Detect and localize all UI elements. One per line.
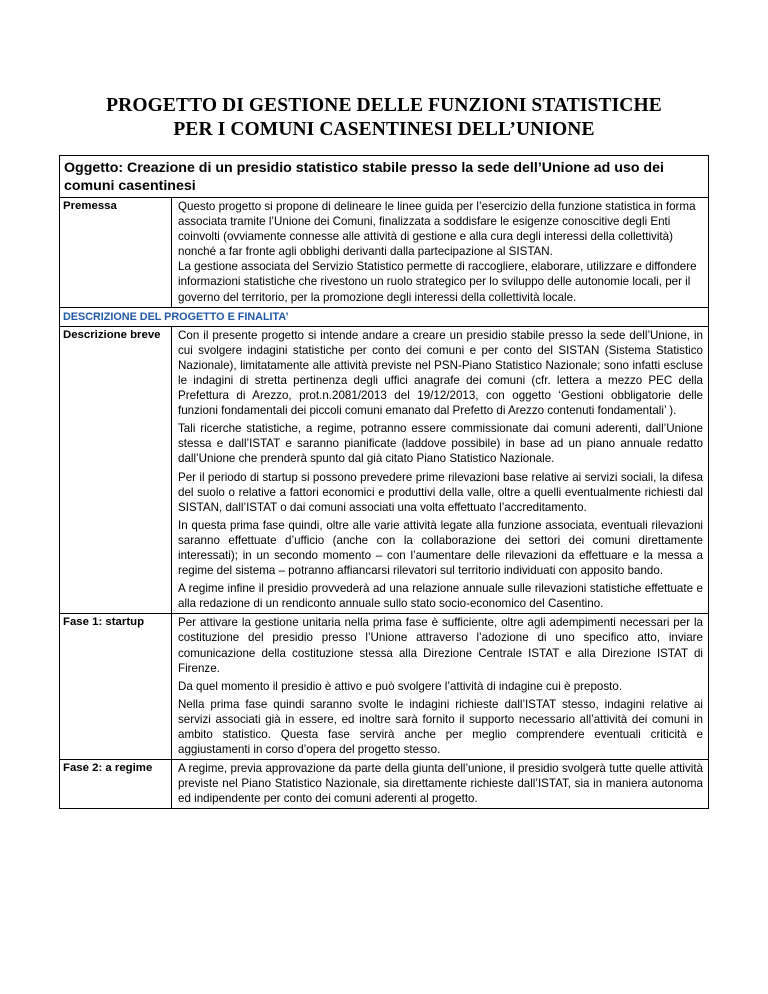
fase2-paragraph: A regime, previa approvazione da parte della giunta dell’unione, il presidio svolgerà tutte quelle attività previste nel Piano Statistico Nazionale, sia direttamente richieste dall’ISTAT, sia in maniera autonoma ed indipendente per conto dei comuni aderenti al progetto. [178,762,703,806]
title-line-1: PROGETTO DI GESTIONE DELLE FUNZIONI STATISTICHE [106,95,662,116]
descrizione-row [60,326,708,614]
project-table [59,155,709,809]
fase1-paragraph: Da quel momento il presidio è attivo e può svolgere l’attività di indagine cui è preposto. [178,679,623,693]
descrizione-paragraph: Con il presente progetto si intende andare a creare un presidio stabile presso la sede dell’Unione, in cui svolgere indagini statistiche per conto dei comuni e per conto del SISTAN (Sistema Statistico Nazionale), limitatamente alle attività previste nel PSN-Piano Statistico Nazionale; sono infatti escluse le indagini di stretta pertinenza degli uffici anagrafe dei comuni (cfr. lettera a mezzo PEC della Prefettura di Arezzo, prot.n.2081/2013 del 19/12/2013, con oggetto ‘Gestioni obbligatorie delle funzioni fondamentali dei piccoli comuni emanato dal Prefetto di Arezzo contenuti fondamentali’ ). [178,328,703,418]
descrizione-paragraph: Tali ricerche statistiche, a regime, potranno essere commissionate dai comuni aderenti, dall’Unione stessa e dall’ISTAT e saranno pianificate (laddove possibile) in base ad un piano annuale redatto dall’Unione che prenderà spunto dal già citato Piano Statistico Nazionale. [178,422,703,466]
fase1-paragraph: Per attivare la gestione unitaria nella prima fase è sufficiente, oltre agli adempimenti necessari per la costituzione del presidio presso l’Unione attraverso l’adozione di uno specifico atto, inviare comunicazione della costituzione stessa alla Direzione Centrale ISTAT e alla Direzione ISTAT di Firenze. [178,616,703,675]
fase2-label: Fase 2: a regime [60,760,172,808]
fase2-content [172,760,708,808]
fase2-row [60,759,708,808]
fase1-content [172,614,708,759]
descrizione-content [172,327,708,614]
descrizione-paragraph: In questa prima fase quindi, oltre alle varie attività legate alla funzione associata, eventuali rilevazioni saranno effettuate d’ufficio (anche con la collaborazione dei settori dei comuni direttamente interessati); in un secondo momento – con l’aumentare delle rilevazioni da effettuare e la messa a regime del sistema – potranno affiancarsi rilevatori sul territorio individuati con apposito bando. [178,518,703,578]
descrizione-paragraph: Per il periodo di startup si possono prevedere prime rilevazioni base relative ai servizi sociali, la difesa del suolo o relative a fattori economici e produttivi della valle, oltre a quelli eventualmente richiesti dal SISTAN, dall’ISTAT o dai comuni associati una volta effettuato l’accreditamento. [178,470,703,514]
premessa-paragraph: Questo progetto si propone di delineare le linee guida per l’esercizio della funzione statistica in forma associata tramite l’Unione dei Comuni, finalizzata a soddisfare le esigenze conoscitive degli Enti coinvolti (ovviamente connesse alle attività di gestione e alla cura degli interessi della collettività) nonché a far fronte agli obblighi derivanti dalla partecipazione al SISTAN. [178,200,696,259]
title-line-2: PER I COMUNI CASENTINESI DELL’UNIONE [173,119,595,140]
premessa-paragraph: La gestione associata del Servizio Statistico permette di raccogliere, elaborare, utilizzare e diffondere informazioni statistiche che rivestono un ruolo strategico per lo sviluppo delle autonomie locali, per il governo del territorio, per la promozione degli interessi della collettività locale. [178,260,697,304]
descrizione-paragraph: A regime infine il presidio provvederà ad una relazione annuale sulle rilevazioni statistiche effettuate e alla redazione di un rendiconto annuale sullo stato socio-economico del Casentino. [178,582,703,611]
fase1-paragraph: Nella prima fase quindi saranno svolte le indagini richieste dall’ISTAT stesso, indagini relative ai servizi associati già in essere, ed inoltre sarà fornito il supporto necessario all’attività dei comuni in ambito statistico. Questa fase servirà anche per meglio comprendere eventuali criticità e aggiustamenti in corso d’opera del progetto stesso. [178,697,703,757]
fase1-label: Fase 1: startup [60,614,172,759]
section-heading: DESCRIZIONE DEL PROGETTO E FINALITA’ [63,310,289,323]
descrizione-label: Descrizione breve [60,327,172,614]
premessa-label: Premessa [60,198,172,307]
oggetto-heading: Oggetto: Creazione di un presidio statistico stabile presso la sede dell’Unione ad uso dei comuni casentinesi [64,160,664,194]
section-row [60,307,708,326]
document-title [60,94,708,142]
premessa-row [60,197,708,307]
premessa-content [172,198,708,307]
oggetto-row [60,156,708,197]
fase1-row [60,613,708,759]
